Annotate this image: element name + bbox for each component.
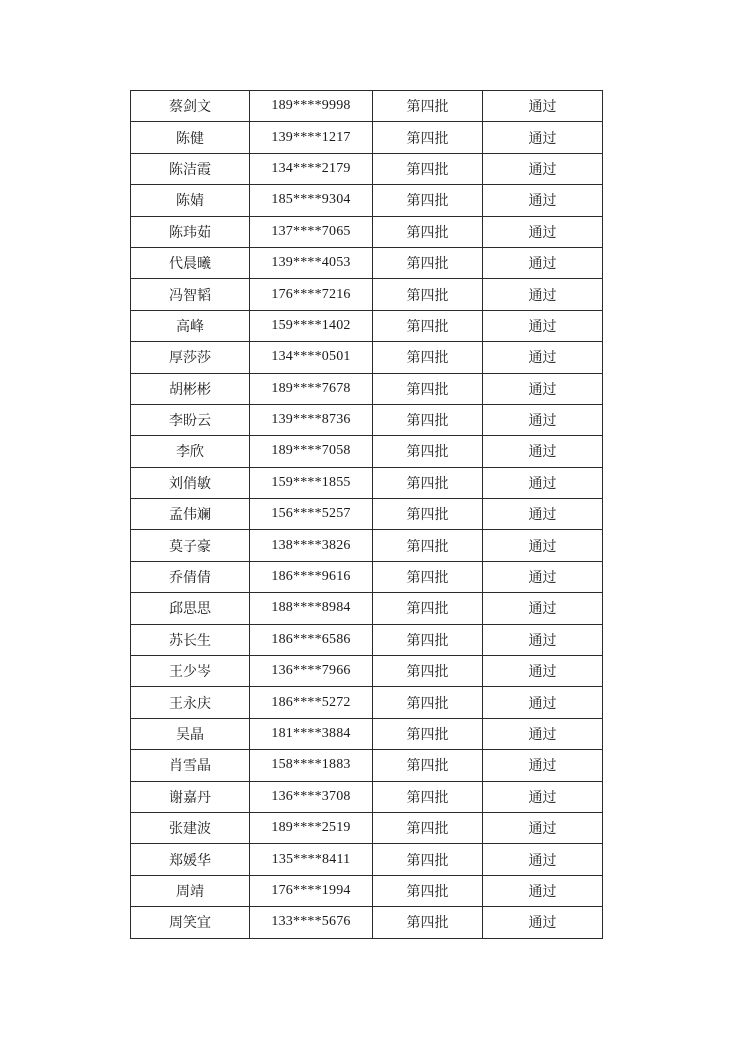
result-cell: 通过 [483,373,603,404]
result-cell: 通过 [483,153,603,184]
table-row [131,122,603,153]
table-row [131,875,603,906]
batch-cell: 第四批 [373,593,483,624]
batch-cell: 第四批 [373,844,483,875]
name-cell: 陈洁霞 [131,153,250,184]
name-cell: 代晨曦 [131,247,250,278]
batch-cell: 第四批 [373,656,483,687]
batch-cell: 第四批 [373,530,483,561]
result-cell: 通过 [483,561,603,592]
table-row [131,530,603,561]
phone-cell: 156****5257 [250,499,373,530]
batch-cell: 第四批 [373,247,483,278]
phone-cell: 137****7065 [250,216,373,247]
table-row [131,718,603,749]
result-cell: 通过 [483,247,603,278]
name-cell: 李欣 [131,436,250,467]
name-cell: 蔡剑文 [131,91,250,122]
name-cell: 谢嘉丹 [131,781,250,812]
batch-cell: 第四批 [373,812,483,843]
result-cell: 通过 [483,781,603,812]
name-cell: 周靖 [131,875,250,906]
table-row [131,153,603,184]
batch-cell: 第四批 [373,687,483,718]
phone-cell: 134****0501 [250,342,373,373]
name-cell: 胡彬彬 [131,373,250,404]
batch-cell: 第四批 [373,342,483,373]
phone-cell: 189****2519 [250,812,373,843]
result-cell: 通过 [483,467,603,498]
result-cell: 通过 [483,216,603,247]
name-cell: 莫子豪 [131,530,250,561]
phone-cell: 189****7058 [250,436,373,467]
name-cell: 郑媛华 [131,844,250,875]
phone-cell: 135****8411 [250,844,373,875]
name-cell: 厚莎莎 [131,342,250,373]
batch-cell: 第四批 [373,436,483,467]
phone-cell: 186****6586 [250,624,373,655]
table-row [131,216,603,247]
batch-cell: 第四批 [373,185,483,216]
phone-cell: 188****8984 [250,593,373,624]
table-row [131,907,603,938]
result-cell: 通过 [483,687,603,718]
name-cell: 肖雪晶 [131,750,250,781]
phone-cell: 159****1402 [250,310,373,341]
result-cell: 通过 [483,185,603,216]
batch-cell: 第四批 [373,750,483,781]
phone-cell: 176****7216 [250,279,373,310]
table-row [131,185,603,216]
result-cell: 通过 [483,812,603,843]
batch-cell: 第四批 [373,404,483,435]
phone-cell: 139****1217 [250,122,373,153]
batch-cell: 第四批 [373,781,483,812]
result-cell: 通过 [483,91,603,122]
table-row [131,687,603,718]
batch-cell: 第四批 [373,279,483,310]
phone-cell: 186****5272 [250,687,373,718]
name-cell: 王少岑 [131,656,250,687]
table-row [131,247,603,278]
result-cell: 通过 [483,718,603,749]
name-cell: 陈玮茹 [131,216,250,247]
result-cell: 通过 [483,122,603,153]
batch-cell: 第四批 [373,561,483,592]
name-cell: 张建波 [131,812,250,843]
table-row [131,781,603,812]
name-cell: 李盼云 [131,404,250,435]
phone-cell: 189****7678 [250,373,373,404]
batch-cell: 第四批 [373,122,483,153]
batch-cell: 第四批 [373,624,483,655]
phone-cell: 136****7966 [250,656,373,687]
batch-cell: 第四批 [373,91,483,122]
phone-cell: 133****5676 [250,907,373,938]
phone-cell: 134****2179 [250,153,373,184]
table-row [131,342,603,373]
phone-cell: 185****9304 [250,185,373,216]
result-cell: 通过 [483,875,603,906]
name-cell: 乔倩倩 [131,561,250,592]
batch-cell: 第四批 [373,718,483,749]
table-row [131,373,603,404]
phone-cell: 139****8736 [250,404,373,435]
result-cell: 通过 [483,499,603,530]
name-cell: 冯智韬 [131,279,250,310]
phone-cell: 138****3826 [250,530,373,561]
name-cell: 陈健 [131,122,250,153]
result-cell: 通过 [483,844,603,875]
phone-cell: 136****3708 [250,781,373,812]
name-cell: 邱思思 [131,593,250,624]
name-cell: 王永庆 [131,687,250,718]
table-row [131,561,603,592]
result-cell: 通过 [483,342,603,373]
name-cell: 陈婧 [131,185,250,216]
name-cell: 高峰 [131,310,250,341]
batch-cell: 第四批 [373,467,483,498]
table-row [131,279,603,310]
name-cell: 孟伟斓 [131,499,250,530]
table-row [131,467,603,498]
table-row [131,656,603,687]
batch-cell: 第四批 [373,373,483,404]
name-cell: 苏长生 [131,624,250,655]
results-table [130,90,603,939]
batch-cell: 第四批 [373,907,483,938]
table-row [131,750,603,781]
result-cell: 通过 [483,593,603,624]
phone-cell: 189****9998 [250,91,373,122]
result-cell: 通过 [483,750,603,781]
phone-cell: 158****1883 [250,750,373,781]
phone-cell: 181****3884 [250,718,373,749]
result-cell: 通过 [483,279,603,310]
results-table-body [131,91,603,939]
phone-cell: 176****1994 [250,875,373,906]
name-cell: 周笑宜 [131,907,250,938]
batch-cell: 第四批 [373,153,483,184]
table-row [131,499,603,530]
table-row [131,812,603,843]
table-row [131,310,603,341]
phone-cell: 186****9616 [250,561,373,592]
batch-cell: 第四批 [373,216,483,247]
name-cell: 吴晶 [131,718,250,749]
result-cell: 通过 [483,310,603,341]
phone-cell: 159****1855 [250,467,373,498]
table-row [131,593,603,624]
table-row [131,91,603,122]
result-cell: 通过 [483,624,603,655]
table-row [131,404,603,435]
phone-cell: 139****4053 [250,247,373,278]
result-cell: 通过 [483,436,603,467]
batch-cell: 第四批 [373,310,483,341]
batch-cell: 第四批 [373,499,483,530]
result-cell: 通过 [483,907,603,938]
result-cell: 通过 [483,530,603,561]
result-cell: 通过 [483,656,603,687]
result-cell: 通过 [483,404,603,435]
table-row [131,436,603,467]
name-cell: 刘俏敏 [131,467,250,498]
table-row [131,844,603,875]
table-row [131,624,603,655]
batch-cell: 第四批 [373,875,483,906]
